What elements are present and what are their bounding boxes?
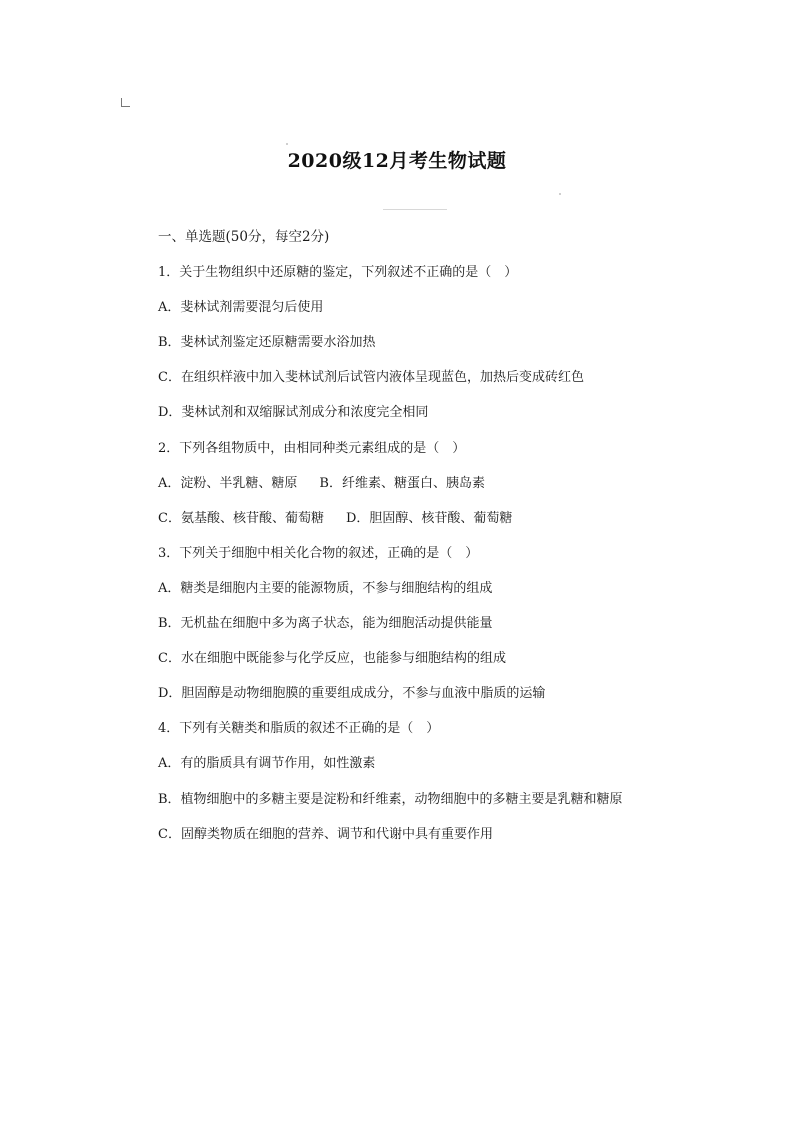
question-4-option-b: B．植物细胞中的多糖主要是淀粉和纤维素，动物细胞中的多糖主要是乳糖和糖原: [158, 791, 623, 807]
question-3-option-d: D．胆固醇是动物细胞膜的重要组成成分，不参与血液中脂质的运输: [158, 686, 546, 702]
question-2-option-c: C．氨基酸、核苷酸、葡萄糖: [158, 510, 324, 526]
page-corner-mark: [121, 98, 130, 107]
question-3-option-b: B．无机盐在细胞中多为离子状态，能为细胞活动提供能量: [158, 616, 493, 632]
question-2-stem: 2．下列各组物质中，由相同种类元素组成的是（ ）: [158, 440, 466, 456]
document-title: 2020级12月考生物试题: [287, 150, 507, 172]
title-divider: [383, 209, 447, 210]
question-1-stem: 1．关于生物组织中还原糖的鉴定，下列叙述不正确的是（ ）: [158, 265, 518, 281]
scan-speck: [559, 193, 561, 195]
question-1-option-b: B．斐林试剂鉴定还原糖需要水浴加热: [158, 335, 376, 351]
section-heading: 一、单选题(50分，每空2分): [158, 229, 330, 245]
question-3-stem: 3．下列关于细胞中相关化合物的叙述，正确的是（ ）: [158, 545, 479, 561]
question-4-option-a: A．有的脂质具有调节作用，如性激素: [158, 756, 376, 772]
question-2-option-b: B．纤维素、糖蛋白、胰岛素: [319, 475, 485, 491]
question-1-option-c: C．在组织样液中加入斐林试剂后试管内液体呈现蓝色，加热后变成砖红色: [158, 370, 584, 386]
question-3-option-a: A．糖类是细胞内主要的能源物质，不参与细胞结构的组成: [158, 580, 493, 596]
question-2-options-ab: [158, 475, 718, 492]
exam-body: [158, 229, 718, 861]
question-3-option-c: C．水在细胞中既能参与化学反应，也能参与细胞结构的组成: [158, 651, 506, 667]
question-1-option-d: D．斐林试剂和双缩脲试剂成分和浓度完全相同: [158, 405, 429, 421]
scan-speck: [286, 143, 288, 145]
question-1-option-a: A．斐林试剂需要混匀后使用: [158, 300, 324, 316]
question-4-stem: 4．下列有关糖类和脂质的叙述不正确的是（ ）: [158, 721, 440, 737]
question-2-options-cd: [158, 510, 718, 527]
question-2-option-d: D．胆固醇、核苷酸、葡萄糖: [345, 510, 513, 526]
question-4-option-c: C．固醇类物质在细胞的营养、调节和代谢中具有重要作用: [158, 826, 493, 842]
question-2-option-a: A．淀粉、半乳糖、糖原: [158, 475, 298, 491]
